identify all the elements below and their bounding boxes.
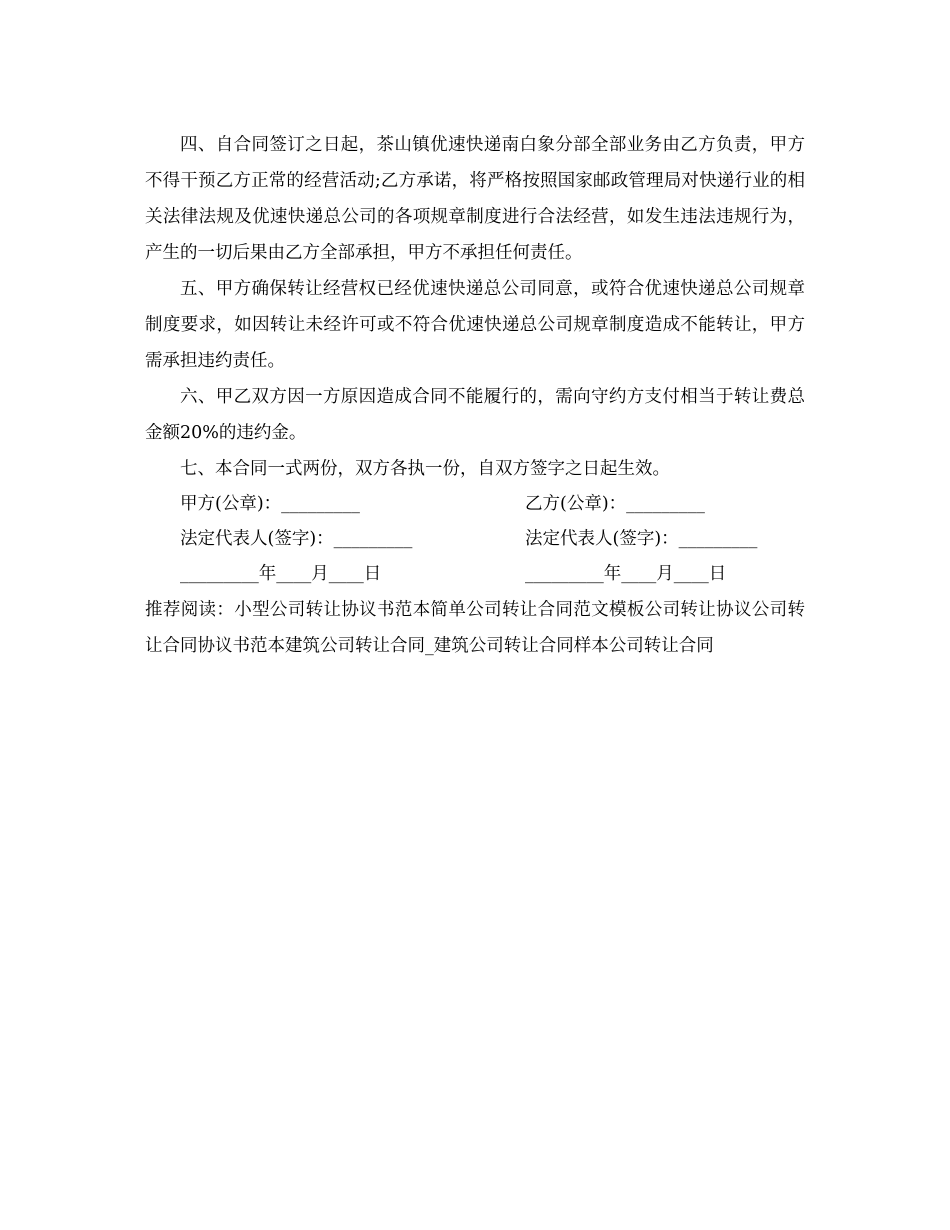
- signature-row-representative: [145, 522, 805, 557]
- clause-6: 六、甲乙双方因一方原因造成合同不能履行的，需向守约方支付相当于转让费总金额20%的违约金。: [145, 387, 805, 443]
- party-a-date-line: _________年____月____日: [180, 564, 382, 584]
- signature-row-date: [145, 557, 805, 592]
- party-b-date-line: _________年____月____日: [525, 564, 727, 584]
- party-b-seal-line: 乙方(公章)：_________: [525, 494, 705, 514]
- clause-7: 七、本合同一式两份，双方各执一份，自双方签字之日起生效。: [180, 459, 670, 479]
- signature-row-seal: [145, 487, 805, 522]
- party-a-representative-line: 法定代表人(签字)：_________: [180, 529, 413, 549]
- contract-body: [145, 127, 805, 664]
- clause-4: 四、自合同签订之日起，茶山镇优速快递南白象分部全部业务由乙方负责，甲方不得干预乙方正常的经营活动;乙方承诺，将严格按照国家邮政管理局对快递行业的相关法律法规及优速快递总公司的各项规章制度进行合法经营，如发生违法违规行为，产生的一切后果由乙方全部承担，甲方不承担任何责任。: [145, 135, 805, 263]
- party-a-seal-line: 甲方(公章)：_________: [180, 494, 360, 514]
- clause-5: 五、甲方确保转让经营权已经优速快递总公司同意，或符合优速快递总公司规章制度要求，如因转让未经许可或不符合优速快递总公司规章制度造成不能转让，甲方需承担违约责任。: [145, 279, 805, 371]
- party-b-representative-line: 法定代表人(签字)：_________: [525, 529, 758, 549]
- recommended-reading: 推荐阅读：小型公司转让协议书范本简单公司转让合同范文模板公司转让协议公司转让合同协议书范本建筑公司转让合同_建筑公司转让合同样本公司转让合同: [145, 600, 805, 656]
